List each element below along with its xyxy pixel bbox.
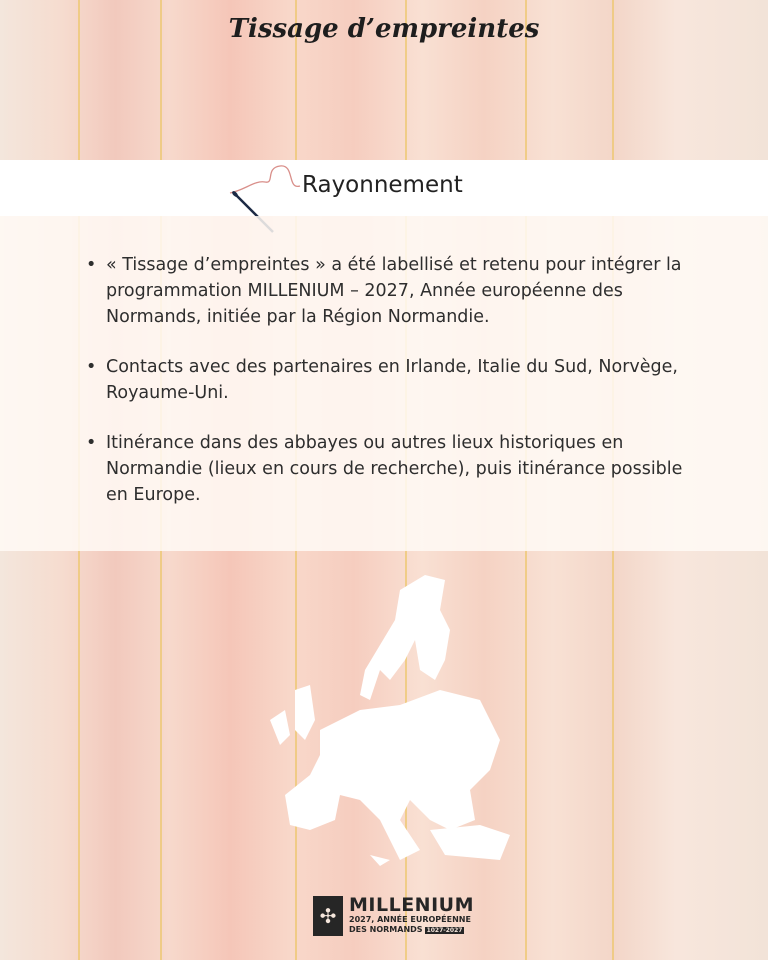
logo-name: MILLENIUM bbox=[349, 894, 474, 916]
list-item: • Contacts avec des partenaires en Irlande, Italie du Sud, Norvège, Royaume-Uni. bbox=[86, 354, 706, 406]
millenium-emblem-icon: ✣ bbox=[313, 896, 343, 936]
europe-map bbox=[250, 570, 520, 870]
logo-badge: 1027-2027 bbox=[426, 927, 463, 934]
bullet-list bbox=[86, 252, 706, 532]
section-header bbox=[0, 160, 768, 216]
section-heading: Rayonnement bbox=[302, 172, 463, 198]
page-title: Tissage d’empreintes bbox=[228, 14, 540, 44]
list-item: • Itinérance dans des abbayes ou autres lieux historiques en Normandie (lieux en cours de recherche), puis itinérance possible en Europe. bbox=[86, 430, 706, 508]
list-item: • « Tissage d’empreintes » a été labellisé et retenu pour intégrer la programmation MILLENIUM – 2027, Année européenne des Normands, initiée par la Région Normandie. bbox=[86, 252, 706, 330]
millenium-logo bbox=[313, 895, 474, 936]
content-panel bbox=[0, 216, 768, 551]
logo-line2: DES NORMANDS bbox=[349, 925, 423, 934]
logo-line1: 2027, ANNÉE EUROPÉENNE bbox=[349, 915, 471, 924]
